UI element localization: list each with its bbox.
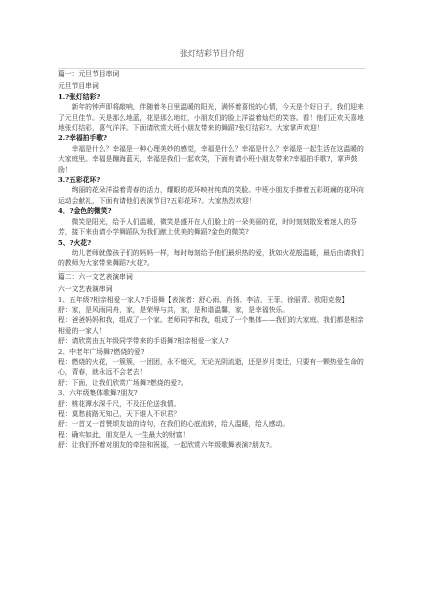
paragraph: 舒：请欣赏由五年级同学带来的手语舞?相亲相爱一家人? (58, 337, 229, 346)
paragraph: 1、五年级?相亲相爱一家人?手语舞【表演者：舒心雨、肖扬、李洁、王菲、徐丽青、欧阳克俊】 (58, 295, 349, 304)
paragraph: 绚丽的花朵洋溢着青春的活力，耀眼的花环映衬纯真的笑脸。中班小朋友手捧着五彩斑斓的花环向运动会献礼，下面有请他们表演节目?五彩花环?。大家热烈欢迎！ (58, 186, 364, 205)
paragraph: 舒：桃花潭水深千尺，不及汪伦送我情。 (58, 399, 181, 408)
chapter-heading: 元旦节目串词 (58, 82, 99, 91)
paragraph: 舒：下面，让我们欣赏广场舞?燃烧的爱?。 (58, 378, 188, 387)
paragraph: 程：莫愁前路无知己，天下谁人不识君？ (58, 410, 181, 418)
paragraph: 舒：让我们怀着对朋友的牵挂和祝福，一起欣赏六年级歌舞表演?朋友?。 (58, 441, 276, 450)
paragraph: 2、中老年广场舞?燃烧的爱? (58, 347, 145, 356)
paragraph: 幼儿老师就像孩子们的妈妈一样，每时每刻给予他们最炽热的爱，犹如火花般温暖，最后由请我们的教师为大家带来舞蹈?火花?。 (58, 248, 364, 268)
document-body (58, 68, 366, 451)
paragraph: 幸福是什么？幸福是一种心理美妙的感觉，幸福是什么？幸福是什么？幸福是一起生活在这温暖的大家庭里。幸福是蹦海蓝天，幸福是我们一起欢笑，下面有请小班小朋友带来?幸福拍手歌?，掌声鼓励！ (58, 144, 364, 174)
section-heading: 1.?张灯结彩? (58, 92, 101, 101)
paragraph: 3、六年级集体歌舞?朋友? (58, 389, 138, 398)
paragraph: 舒：一首又一首赞颂友谊的诗句，在我们的心底流转，给人温暖，给人感动。 (58, 420, 290, 429)
section-heading: 3.?五彩花环? (58, 176, 101, 185)
chapter-heading: 篇二：六一文艺表演串词 (58, 271, 366, 282)
chapter-heading: 篇一：元旦节目串词 (58, 68, 366, 79)
page-title: 张灯结彩节目介绍 (180, 49, 244, 58)
paragraph: 微笑是阳光，给予人们温暖，微笑是盛开在人们脸上的一朵美丽的花，时时刻刻散发着迷人的芬芳，接下来由请小学舞蹈队为我们献上优美的舞蹈?金色的微笑? (58, 217, 358, 237)
chapter-heading: 六一文艺表演串词 (58, 285, 113, 294)
section-heading: 5、?火花? (58, 238, 92, 247)
paragraph: 程：爸爸妈妈和我，组成了一个家。老师同学和我，组成了一个集体——我们的大家庭。我们都是相亲相爱的一家人！ (58, 316, 364, 335)
paragraph: 程：燃烧的火花，一簇簇，一团团，永不熄灭，无论光阴流逝，还是岁月变迁，只要有一颗热爱生命的心，青春，就永远不会老去！ (58, 357, 364, 377)
paragraph: 舒：家，是风雨同舟，家，是荣辱与共，家，是和谐温馨，家，是幸福快乐。 (58, 305, 290, 314)
section-heading: 4．?金色的微笑? (58, 207, 112, 216)
section-heading: 2.?幸福拍手歌? (58, 134, 108, 143)
paragraph: 程：确实如此，朋友是人 一生最大的财富！ (58, 430, 190, 439)
paragraph: 新年的钟声即将敲响，伴随着冬日里温暖的阳光，满怀着喜悦的心情，今天是个好日子，我们迎来了元旦佳节。天是那么地蓝，花是那么地红，小朋友们的脸上洋溢着灿烂的笑容。看！他们正欢天喜地地张灯结彩，喜气洋洋。下面请欣赏大班小朋友带来的舞蹈?张灯结彩?。大家掌声欢迎！ (58, 103, 364, 133)
